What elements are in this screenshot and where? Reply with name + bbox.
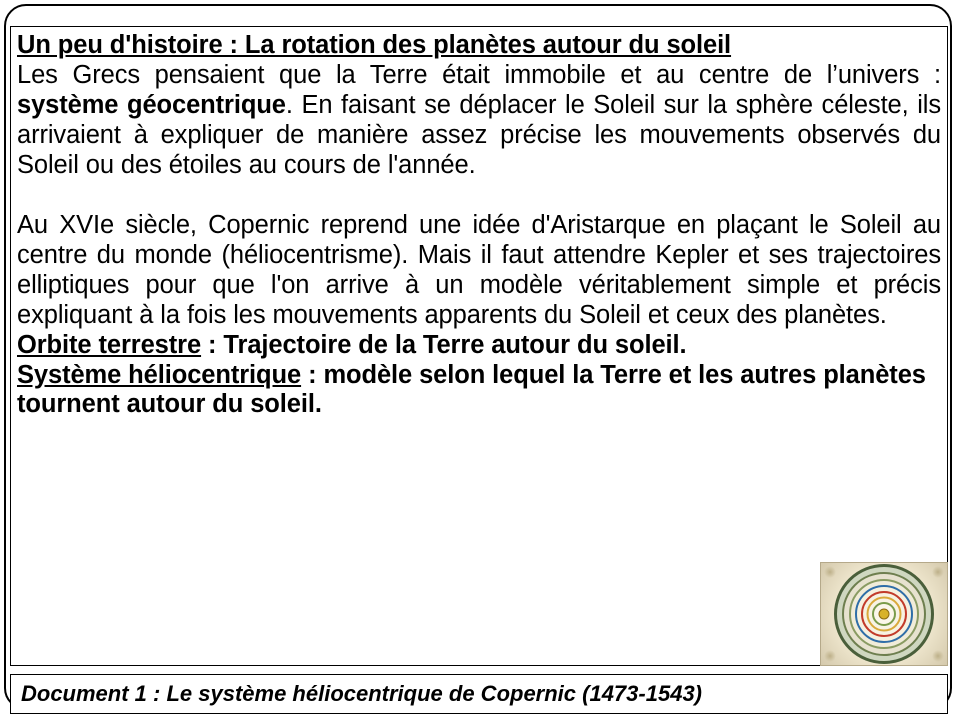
- paragraph-spacer: [17, 181, 941, 211]
- paragraph-1-text-b: . En faisant se déplacer le Soleil sur la sphère céleste, ils arrivaient à expliquer de manière assez précise les mouvements observés du Soleil ou des étoiles au cours de l'année.: [17, 90, 941, 179]
- main-text-box: [10, 26, 948, 666]
- definition-systeme-heliocentrique: [17, 361, 941, 421]
- definition-label-orbite: Orbite terrestre: [17, 330, 202, 359]
- figure-caption: Document 1 : Le système héliocentrique de Copernic (1473-1543): [21, 681, 703, 706]
- orbit-rings: [836, 566, 932, 662]
- term-geocentric-system: système géocentrique: [17, 90, 286, 119]
- copernican-diagram-icon: [820, 562, 948, 666]
- definition-text-heliocentrique: : modèle selon lequel la Terre et les autres planètes tournent autour du soleil.: [17, 360, 926, 419]
- figure-corner-ornament: [824, 650, 836, 662]
- paragraph-geocentric: [17, 61, 941, 181]
- figure-corner-ornament: [932, 650, 944, 662]
- sun-icon: [879, 609, 890, 620]
- paragraph-1-text-a: Les Grecs pensaient que la Terre était immobile et au centre de l’univers :: [17, 60, 941, 89]
- document-title: Un peu d'histoire : La rotation des planètes autour du soleil: [17, 31, 732, 59]
- figure-corner-ornament: [932, 566, 944, 578]
- caption-box: [10, 674, 948, 714]
- figure-corner-ornament: [824, 566, 836, 578]
- definition-orbite-terrestre: [17, 331, 941, 361]
- definition-label-heliocentrique: Système héliocentrique: [17, 360, 302, 389]
- paragraph-copernicus: Au XVIe siècle, Copernic reprend une idée d'Aristarque en plaçant le Soleil au centre du monde (héliocentrisme). Mais il faut attendre Kepler et ses trajectoires elliptiques pour que l'on arrive à un modèle véritablement simple et précis expliquant à la fois les mouvements apparents du Soleil et ceux des planètes.: [17, 210, 941, 329]
- definition-text-orbite: : Trajectoire de la Terre autour du soleil.: [201, 330, 687, 359]
